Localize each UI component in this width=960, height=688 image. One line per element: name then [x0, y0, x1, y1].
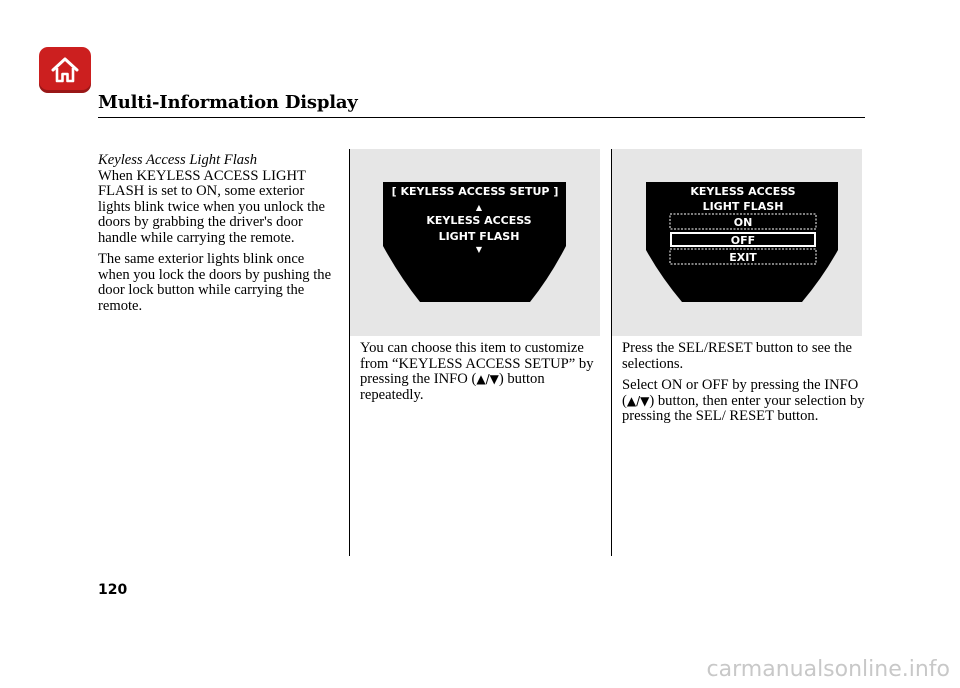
- display-illustration-setup: [350, 149, 600, 336]
- section-title: Multi-Information Display: [98, 92, 358, 113]
- lcd-line2: LIGHT FLASH: [438, 230, 520, 243]
- lcd-option-on: ON: [733, 216, 753, 229]
- column-3-text: [622, 341, 867, 431]
- subheading: Keyless Access Light Flash: [98, 152, 258, 168]
- lcd-screen-setup: [350, 149, 600, 336]
- display-illustration-options: [612, 149, 862, 336]
- arrow-icons: ▲/▼: [626, 393, 650, 408]
- lcd-option-off-selected: OFF: [730, 234, 756, 247]
- paragraph-select: Select ON or OFF by pressing the INFO (▲/▼) button, then enter your selection by pressing the SEL/ RESET button.: [622, 377, 865, 424]
- title-divider: [98, 117, 865, 118]
- lcd-down-arrow: ▼: [475, 245, 483, 254]
- lcd-line2: LIGHT FLASH: [702, 200, 784, 213]
- column-2-text: [360, 341, 605, 409]
- home-button[interactable]: [39, 47, 91, 93]
- lcd-up-arrow: ▲: [475, 203, 483, 212]
- watermark: carmanualsonline.info: [706, 657, 950, 682]
- paragraph-2: The same exterior lights blink once when you lock the doors by pushing the door lock button while carrying the remote.: [98, 251, 332, 314]
- lcd-title: [ KEYLESS ACCESS SETUP ]: [391, 185, 559, 198]
- paragraph-sel: Press the SEL/RESET button to see the selections.: [622, 340, 852, 372]
- lcd-line1: KEYLESS ACCESS: [690, 185, 796, 198]
- paragraph-1: When KEYLESS ACCESS LIGHT FLASH is set to ON, some exterior lights blink twice when you unlock the doors by grabbing the driver's door handle while carrying the remote.: [98, 167, 325, 246]
- lcd-option-exit: EXIT: [729, 251, 757, 264]
- page-number: 120: [98, 582, 128, 598]
- column-1: [98, 153, 338, 320]
- paragraph-info: You can choose this item to customize from “KEYLESS ACCESS SETUP” by pressing the INFO (▲/▼) button repeatedly.: [360, 340, 594, 403]
- lcd-line1: KEYLESS ACCESS: [426, 214, 532, 227]
- home-icon: [50, 56, 80, 84]
- lcd-screen-options: [612, 149, 862, 336]
- arrow-icons: ▲/▼: [476, 372, 499, 386]
